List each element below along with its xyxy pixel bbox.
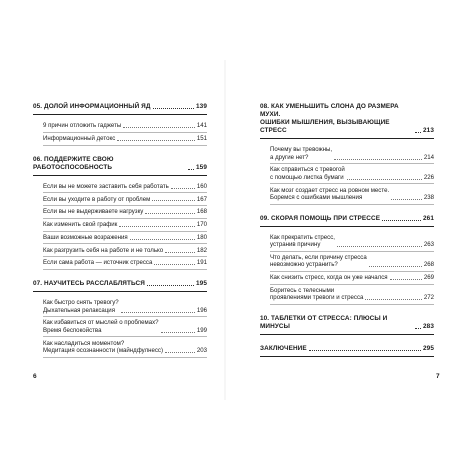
toc-entry[interactable]	[270, 184, 434, 204]
entry-title: Если сама работа — источник стресса	[43, 259, 153, 267]
entry-page: 160	[196, 182, 207, 190]
toc-chapter	[33, 103, 207, 146]
entry-page: 196	[196, 306, 207, 314]
leader-dots	[382, 220, 421, 221]
entry-title: 9 причин отложить гаджеты	[43, 122, 122, 130]
entry-page: 226	[423, 173, 434, 181]
chapter-page: 295	[423, 344, 434, 352]
leader-dots	[152, 200, 195, 201]
toc-chapter	[33, 280, 207, 358]
entry-title: Информационный детокс	[43, 134, 116, 142]
entry-page: 151	[196, 134, 207, 142]
leader-dots	[188, 169, 194, 170]
toc-chapter	[260, 345, 434, 357]
toc-entry[interactable]	[43, 232, 207, 245]
leader-dots	[130, 239, 195, 240]
leader-dots	[153, 108, 195, 109]
toc-items	[270, 144, 434, 205]
toc-entry[interactable]	[43, 206, 207, 219]
toc-entry[interactable]	[43, 133, 207, 146]
toc-items	[270, 232, 434, 305]
entry-title: Как изменить свой график	[43, 221, 118, 229]
page-number: 7	[436, 373, 440, 380]
entry-page: 269	[423, 274, 434, 282]
chapter-title: 06. ПОДДЕРЖИТЕ СВОЮ РАБОТОСПОСОБНОСТЬ	[33, 155, 114, 171]
entry-title: Ваши возможные возражения	[43, 233, 128, 241]
leader-dots	[347, 179, 422, 180]
leader-dots	[121, 312, 195, 313]
leader-dots	[119, 226, 195, 227]
entry-title: Как мозг создает стресс на ровном месте. Боремся с ошибками мышления	[270, 186, 390, 201]
chapter-heading[interactable]	[260, 315, 434, 331]
chapter-title: 05. ДОЛОЙ ИНФОРМАЦИОННЫЙ ЯД	[33, 103, 151, 110]
chapter-title: 08. КАК УМЕНЬШИТЬ СЛОНА ДО РАЗМЕРА МУХИ. ОШИБКИ МЫШЛЕНИЯ, ВЫЗЫВАЮЩИЕ СТРЕСС	[260, 103, 399, 134]
leader-dots	[154, 264, 194, 265]
leader-dots	[365, 299, 421, 300]
toc-items	[43, 120, 207, 146]
toc-entry[interactable]	[43, 219, 207, 232]
chapter-heading[interactable]	[33, 103, 207, 111]
leader-dots	[391, 199, 422, 200]
toc-entry[interactable]	[270, 144, 434, 164]
entry-page: 238	[423, 193, 434, 201]
leader-dots	[369, 266, 422, 267]
right-page	[225, 0, 450, 450]
entry-title: Как быстро снять тревогу? Дыхательная релаксация	[43, 299, 119, 314]
toc-entry[interactable]	[43, 257, 207, 270]
entry-page: 214	[423, 153, 434, 161]
chapter-page: 213	[423, 127, 434, 134]
chapter-title: 07. НАУЧИТЕСЬ РАССЛАБЛЯТЬСЯ	[33, 280, 145, 288]
chapter-rule	[33, 114, 207, 115]
entry-page: 182	[196, 246, 207, 254]
toc-entry[interactable]	[43, 244, 207, 257]
entry-title: Боритесь с телесными проявлениями тревоги и стресса	[270, 286, 364, 302]
chapter-heading[interactable]	[260, 345, 434, 353]
leader-dots	[334, 159, 422, 160]
leader-dots	[147, 285, 194, 286]
entry-title: Если вы не можете заставить себя работать	[43, 182, 169, 190]
chapter-page: 159	[196, 163, 207, 171]
leader-dots	[415, 328, 421, 329]
entry-page: 272	[423, 294, 434, 302]
entry-title: Как избавиться от мыслей о проблемах? Время беспокойства	[43, 319, 159, 334]
leader-dots	[117, 140, 195, 141]
leader-dots	[165, 252, 195, 253]
entry-page: 268	[423, 261, 434, 269]
toc-column-left	[33, 103, 207, 368]
toc-entry[interactable]	[270, 164, 434, 184]
entry-title: Как прекратить стресс, устранив причину	[270, 233, 335, 249]
chapter-heading[interactable]	[33, 156, 207, 172]
toc-items	[43, 181, 207, 270]
toc-chapter	[260, 315, 434, 335]
entry-page: 199	[196, 326, 207, 334]
toc-chapter	[260, 103, 434, 205]
entry-page: 263	[423, 241, 434, 249]
chapter-rule	[260, 356, 434, 357]
toc-entry[interactable]	[43, 181, 207, 194]
toc-entry[interactable]	[270, 272, 434, 285]
entry-page: 167	[196, 195, 207, 203]
leader-dots	[390, 279, 422, 280]
chapter-title: 10. ТАБЛЕТКИ ОТ СТРЕССА: ПЛЮСЫ И МИНУСЫ	[260, 314, 388, 330]
leader-dots	[145, 213, 194, 214]
chapter-heading[interactable]	[260, 215, 434, 223]
toc-entry[interactable]	[270, 252, 434, 272]
chapter-title: 09. СКОРАЯ ПОМОЩЬ ПРИ СТРЕССЕ	[260, 214, 381, 222]
leader-dots	[309, 350, 421, 351]
leader-dots	[161, 332, 195, 333]
chapter-rule	[33, 291, 207, 292]
leader-dots	[171, 188, 195, 189]
entry-page: 191	[196, 259, 207, 267]
chapter-title: ЗАКЛЮЧЕНИЕ	[260, 344, 307, 352]
entry-page: 168	[196, 208, 207, 216]
toc-entry[interactable]	[270, 232, 434, 252]
entry-title: Как справиться с тревогой с помощью листка бумаги	[270, 166, 345, 181]
chapter-heading[interactable]	[33, 280, 207, 288]
leader-dots	[123, 127, 195, 128]
entry-page: 170	[196, 221, 207, 229]
toc-column-right	[260, 103, 434, 367]
leader-dots	[165, 352, 195, 353]
chapter-rule	[260, 138, 434, 139]
entry-title: Если вы не выдерживаете нагрузку	[43, 208, 144, 216]
chapter-page: 261	[423, 214, 434, 222]
leader-dots	[337, 246, 422, 247]
toc-entry[interactable]	[43, 337, 207, 357]
toc-entry[interactable]	[43, 193, 207, 206]
entry-title: Как разгрузить себя на работе и не только	[43, 246, 164, 254]
chapter-page: 195	[196, 280, 207, 288]
entry-page: 203	[196, 347, 207, 354]
chapter-rule	[260, 226, 434, 227]
entry-title: Как снизить стресс, когда он уже начался	[270, 274, 388, 282]
leader-dots	[415, 132, 421, 133]
entry-page: 180	[196, 233, 207, 241]
entry-title: Если вы уходите в работу от проблем	[43, 195, 151, 203]
toc-entry[interactable]	[43, 317, 207, 337]
page-number: 6	[33, 373, 37, 380]
chapter-rule	[260, 334, 434, 335]
toc-entry[interactable]	[43, 120, 207, 133]
toc-chapter	[33, 156, 207, 270]
chapter-page: 283	[423, 322, 434, 330]
toc-entry[interactable]	[270, 285, 434, 305]
entry-title: Что делать, если причину стресса невозможно устранить?	[270, 253, 367, 269]
entry-title: Как насладиться моментом? Медитация осознанности (майндфулнесс)	[43, 339, 164, 354]
toc-chapter	[260, 215, 434, 305]
entry-title: Почему вы тревожны, а другие нет?	[270, 146, 333, 161]
chapter-page: 139	[196, 103, 207, 110]
toc-entry[interactable]	[43, 297, 207, 317]
chapter-heading[interactable]	[260, 103, 434, 135]
entry-page: 141	[196, 122, 207, 130]
toc-items	[43, 297, 207, 358]
chapter-rule	[33, 175, 207, 176]
